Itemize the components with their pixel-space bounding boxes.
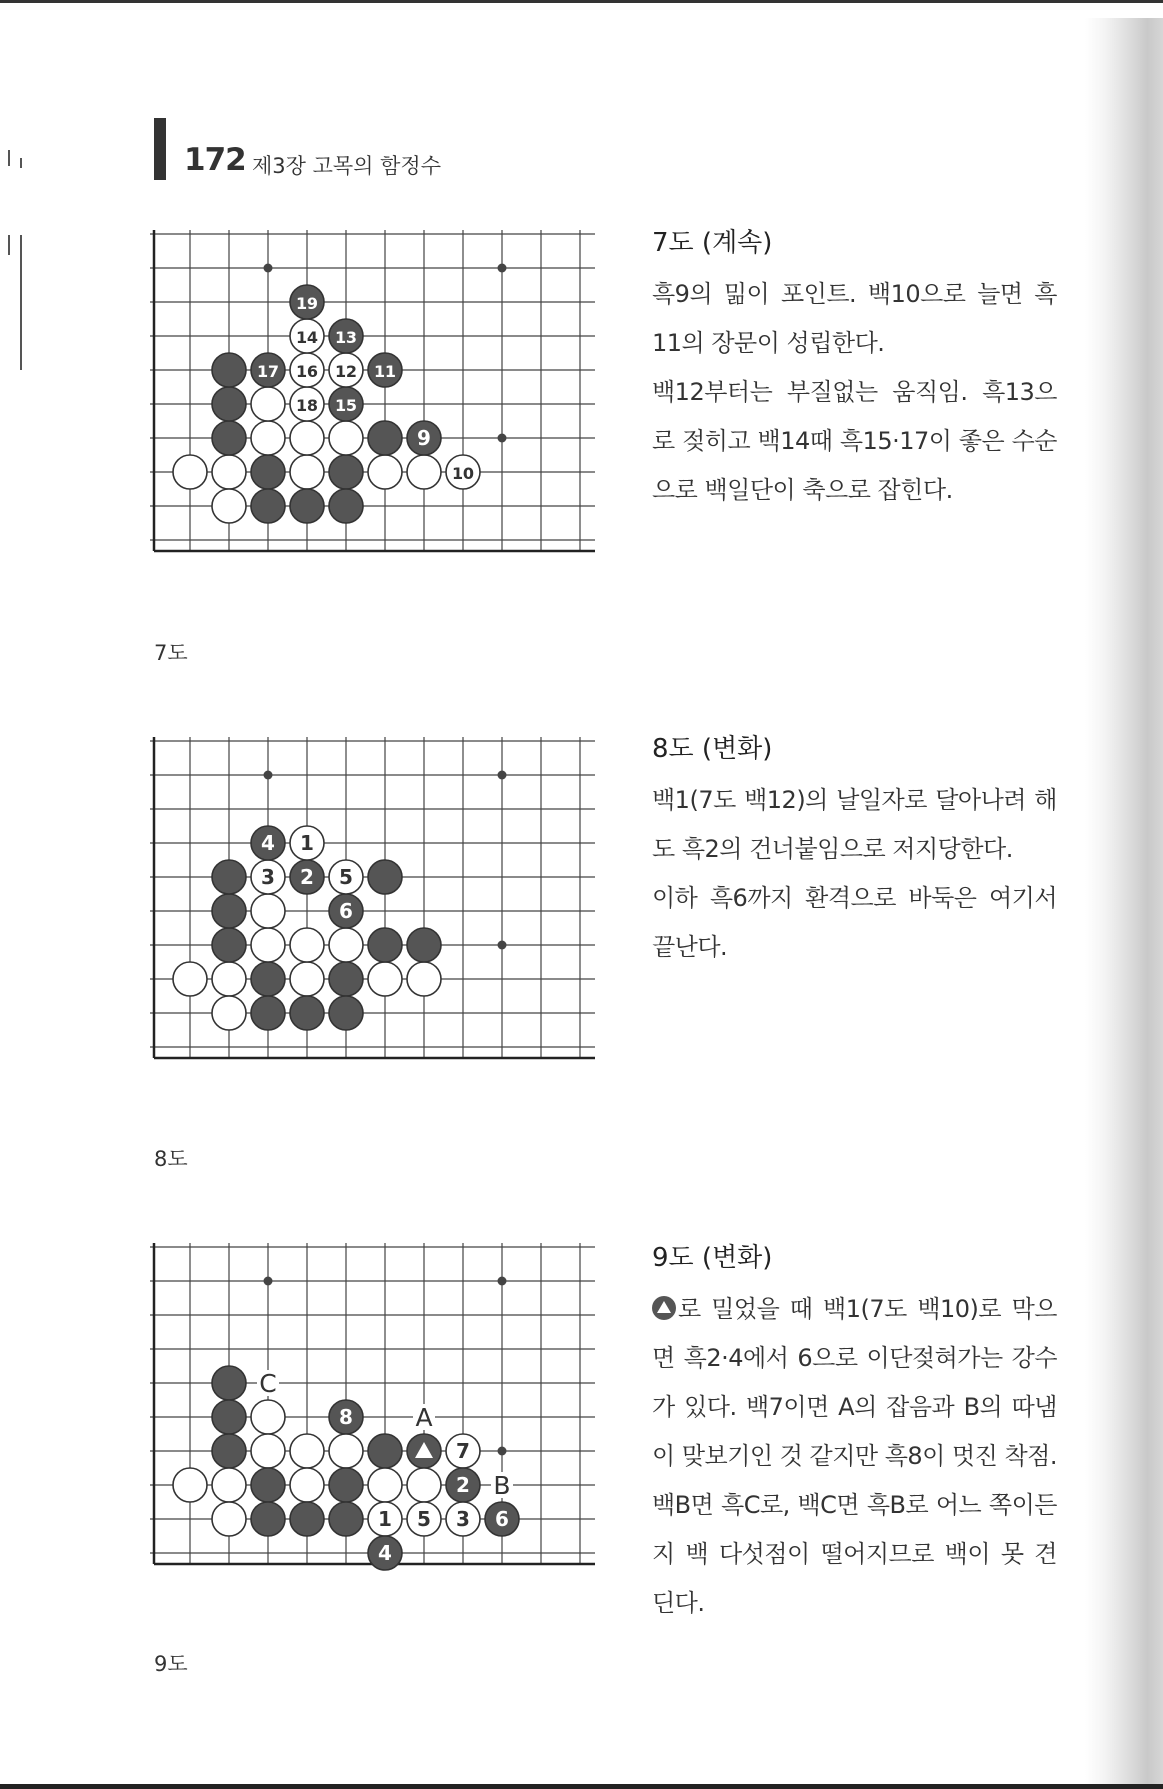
black-stone: [329, 962, 363, 996]
header-bar: [154, 118, 166, 180]
move-number: 1: [378, 1507, 392, 1531]
move-number: 3: [456, 1507, 470, 1531]
bottom-edge: [0, 1784, 1163, 1789]
page-number: 172: [184, 142, 246, 178]
move-number: 13: [335, 328, 357, 347]
black-stone: [212, 387, 246, 421]
white-stone: [329, 928, 363, 962]
move-number: 15: [335, 396, 357, 415]
black-stone: [290, 285, 324, 319]
white-stone: [251, 1400, 285, 1434]
white-stone: [251, 894, 285, 928]
scan-mark: [8, 150, 10, 166]
white-stone: [173, 1468, 207, 1502]
white-stone: [368, 455, 402, 489]
white-stone: [329, 860, 363, 894]
black-stone: [251, 1468, 285, 1502]
move-number: 3: [261, 865, 275, 889]
white-stone: [290, 928, 324, 962]
black-stone: [212, 1400, 246, 1434]
black-stone: [251, 489, 285, 523]
black-stone: [368, 353, 402, 387]
black-stone: [329, 1400, 363, 1434]
move-number: 19: [296, 294, 318, 313]
scan-mark: [20, 158, 22, 168]
move-number: 9: [417, 426, 431, 450]
black-stone: [368, 860, 402, 894]
black-stone: [368, 421, 402, 455]
move-number: 16: [296, 362, 318, 381]
white-stone: [251, 421, 285, 455]
move-number: 14: [296, 328, 318, 347]
white-stone: [290, 387, 324, 421]
white-stone: [173, 455, 207, 489]
move-number: 1: [300, 831, 314, 855]
white-stone: [251, 860, 285, 894]
black-stone: [212, 421, 246, 455]
white-stone: [290, 455, 324, 489]
black-stone: [212, 1434, 246, 1468]
black-stone: [212, 1366, 246, 1400]
black-stone: [251, 962, 285, 996]
white-stone: [212, 996, 246, 1030]
move-number: 18: [296, 396, 318, 415]
move-number: 11: [374, 362, 396, 381]
black-stone: [368, 928, 402, 962]
black-stone: [329, 894, 363, 928]
star-point: [498, 941, 507, 950]
star-point: [264, 771, 273, 780]
black-stone: [290, 1502, 324, 1536]
go-board-8: [150, 737, 610, 1109]
black-stone: [329, 319, 363, 353]
white-stone: [290, 353, 324, 387]
white-stone: [251, 387, 285, 421]
black-stone: [368, 1536, 402, 1570]
move-number: 12: [335, 362, 357, 381]
description-paragraph: 백12부터는 부질없는 움직임. 흑13으로 젖히고 백14때 흑15·17이 좋은 수순으로 백일단이 축으로 잡힌다.: [652, 378, 1057, 504]
move-number: 5: [417, 1507, 431, 1531]
white-stone: [251, 928, 285, 962]
black-stone: [212, 928, 246, 962]
white-stone: [251, 1434, 285, 1468]
white-stone: [212, 1502, 246, 1536]
scan-mark: [8, 235, 10, 255]
diagram-title: 9도 (변화): [652, 1243, 773, 1273]
white-stone: [329, 353, 363, 387]
diagram-title: 7도 (계속): [652, 228, 773, 258]
black-stone: [212, 894, 246, 928]
white-stone: [290, 1468, 324, 1502]
diagram-caption: 9도: [154, 1652, 188, 1676]
star-point: [264, 264, 273, 273]
star-point: [498, 434, 507, 443]
black-stone: [212, 860, 246, 894]
white-stone: [329, 1434, 363, 1468]
move-number: 2: [300, 865, 314, 889]
white-stone: [446, 455, 480, 489]
move-number: 8: [339, 1405, 353, 1429]
black-stone: [407, 421, 441, 455]
white-stone: [290, 319, 324, 353]
move-number: 17: [257, 362, 279, 381]
white-stone: [407, 962, 441, 996]
white-stone: [212, 962, 246, 996]
white-stone: [368, 1468, 402, 1502]
white-stone: [212, 489, 246, 523]
white-stone: [290, 421, 324, 455]
diagram-caption: 7도: [154, 641, 188, 665]
white-stone: [407, 1468, 441, 1502]
diagram-title: 8도 (변화): [652, 734, 773, 764]
diagram-description: [652, 776, 1057, 972]
black-stone: [329, 455, 363, 489]
point-label: C: [259, 1369, 277, 1398]
scan-mark: [20, 235, 22, 370]
black-stone: [485, 1502, 519, 1536]
description-paragraph: 흑9의 밂이 포인트. 백10으로 늘면 흑11의 장문이 성립한다.: [652, 280, 1057, 357]
diagram-caption: 8도: [154, 1147, 188, 1171]
page-spine-shadow: [1085, 18, 1163, 1784]
white-stone: [290, 826, 324, 860]
black-stone: [329, 996, 363, 1030]
move-number: 2: [456, 1473, 470, 1497]
black-stone: [251, 455, 285, 489]
white-stone: [446, 1502, 480, 1536]
white-stone: [212, 1468, 246, 1502]
black-stone: [290, 996, 324, 1030]
move-number: 6: [495, 1507, 509, 1531]
diagram-description: [652, 1285, 1057, 1628]
star-point: [498, 1447, 507, 1456]
white-stone: [407, 455, 441, 489]
black-stone: [212, 353, 246, 387]
go-board-7: [150, 230, 610, 602]
white-stone: [368, 1502, 402, 1536]
go-board-9: [150, 1243, 610, 1615]
point-label: B: [493, 1471, 511, 1500]
black-stone: [407, 1434, 441, 1468]
white-stone: [368, 962, 402, 996]
star-point: [498, 264, 507, 273]
black-stone: [368, 1434, 402, 1468]
black-stone: [290, 860, 324, 894]
description-paragraph: 이하 흑6까지 환격으로 바둑은 여기서 끝난다.: [652, 884, 1057, 961]
description-paragraph: 로 밀었을 때 백1(7도 백10)로 막으면 흑2·4에서 6으로 이단젖혀가는 강수가 있다. 백7이면 A의 잡음과 B의 따냄이 맞보기인 것 같지만 흑8이 멋진 착점. 백B면 흑C로, 백C면 흑B로 어느 쪽이든지 백 다섯점이 떨어지므로 백이 못 견딘다.: [652, 1295, 1057, 1617]
black-stone: [290, 489, 324, 523]
move-number: 4: [261, 831, 275, 855]
black-triangle-stone-icon: [652, 1296, 676, 1320]
black-stone: [329, 1468, 363, 1502]
black-stone: [329, 1502, 363, 1536]
move-number: 10: [452, 464, 474, 483]
white-stone: [329, 421, 363, 455]
white-stone: [407, 1502, 441, 1536]
black-stone: [329, 387, 363, 421]
move-number: 5: [339, 865, 353, 889]
black-stone: [407, 928, 441, 962]
move-number: 4: [378, 1541, 392, 1565]
description-paragraph: 백1(7도 백12)의 날일자로 달아나려 해도 흑2의 건너붙임으로 저지당한다.: [652, 786, 1057, 863]
move-number: 6: [339, 899, 353, 923]
white-stone: [446, 1434, 480, 1468]
black-stone: [329, 489, 363, 523]
diagram-description: [652, 270, 1057, 515]
white-stone: [173, 962, 207, 996]
top-edge: [0, 0, 1163, 3]
white-stone: [290, 1434, 324, 1468]
white-stone: [212, 455, 246, 489]
star-point: [264, 1277, 273, 1286]
white-stone: [290, 962, 324, 996]
black-stone: [446, 1468, 480, 1502]
move-number: 7: [456, 1439, 470, 1463]
chapter-title: 제3장 고목의 함정수: [252, 154, 441, 178]
point-label: A: [415, 1403, 433, 1432]
star-point: [498, 771, 507, 780]
black-stone: [251, 353, 285, 387]
black-stone: [251, 996, 285, 1030]
black-stone: [251, 1502, 285, 1536]
star-point: [498, 1277, 507, 1286]
black-stone: [251, 826, 285, 860]
